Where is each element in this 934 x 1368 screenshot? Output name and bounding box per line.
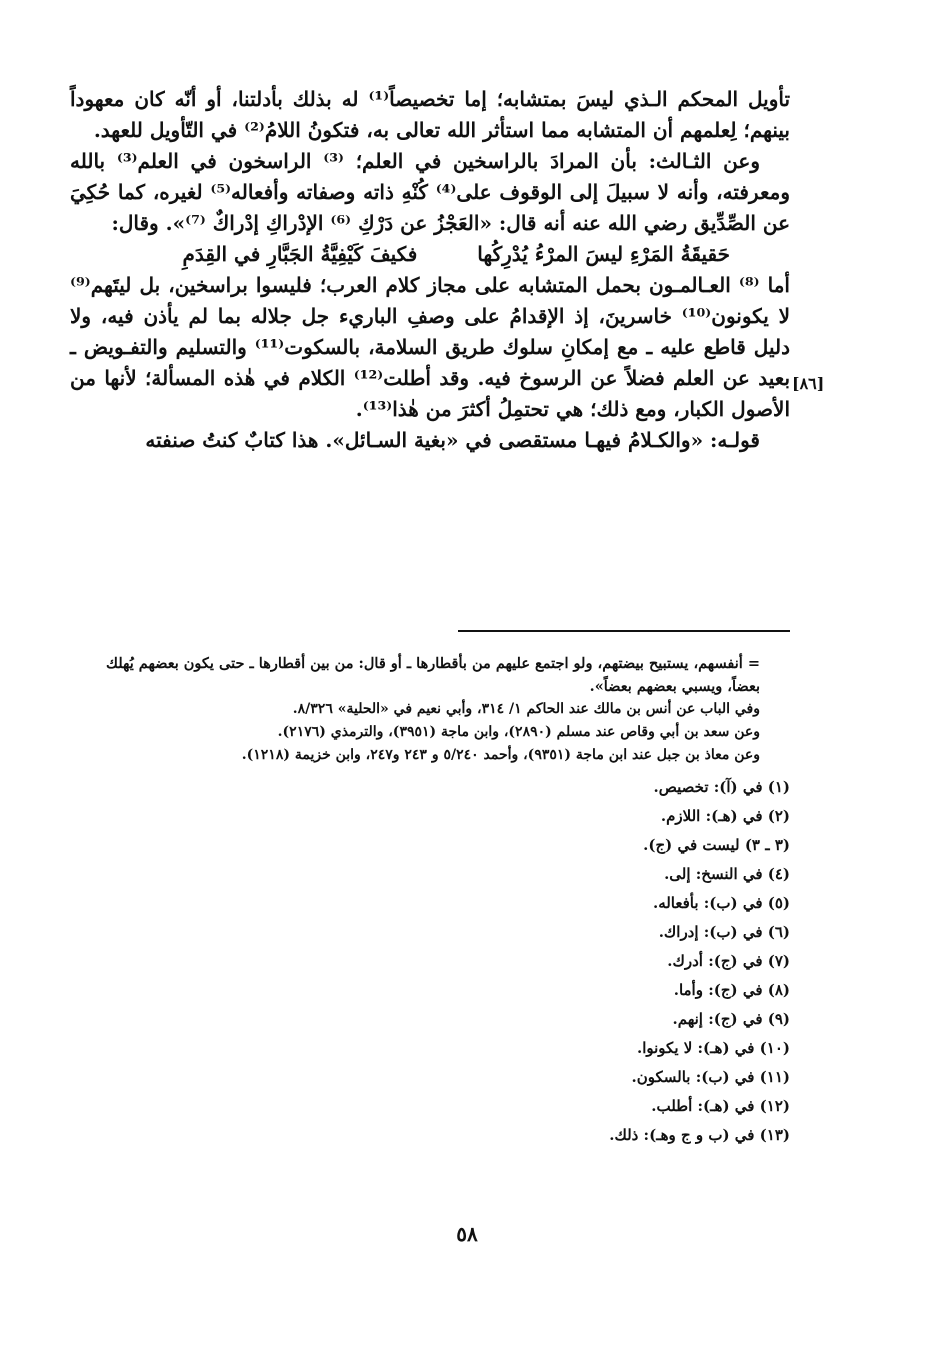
footnote-item: (٥) في (ب): بأفعاله. <box>652 894 790 912</box>
footnotes-area <box>76 652 790 1150</box>
poetry-verse <box>70 239 790 270</box>
footnote-item: (٣ ـ ٣) ليست في (ج). <box>643 836 790 854</box>
footnote-source-1: وفي الباب عن أنس بن مالك عند الحاكم ١/ ٣١٤، وأبي نعيم في «الحلية» ٨/٣٢٦. <box>292 701 760 717</box>
footnote-item: (٩) في (ج): إنهم. <box>672 1010 790 1028</box>
margin-section-number: [٨٦] <box>792 374 825 393</box>
verse-second-hemistich: فكيفَ كَيْفِيَّةُ الجَبَّارِ في القِدَمِ <box>182 242 418 266</box>
footnote-divider <box>458 630 790 632</box>
footnote-continuation: = أنفسهم، يستبيح بيضتهم، ولو اجتمع عليهم من بأقطارها ـ أو قال: من بين أقطارها ـ حتى يكون بعضهم يُهلك بعضاً، ويسبي بعضهم بعضاً». <box>106 655 760 695</box>
footnote-item: (٤) في النسخ: إلى. <box>664 865 790 883</box>
verse-first-hemistich: حَقيقَةُ المَرْءِ ليسَ المرْءُ يُدْرِكُها <box>477 242 730 266</box>
footnote-item: (١٣) في (ب و ج وهـ): ذلك. <box>609 1126 790 1144</box>
footnote-item: (٢) في (هـ): اللازم. <box>660 807 790 825</box>
main-text <box>70 84 790 456</box>
paragraph-1: تأويل المحكم الـذي ليسَ بمتشابه؛ إما تخصيصاً⁽¹⁾ له بذلك بأدلتنا، أو أنّه كان معهوداً بينهم؛ لِعلمهم أن المتشابه مما استأثر الله تعالى به، فتكونُ اللامُ⁽²⁾ في التّأويل للعهد. <box>70 87 791 142</box>
paragraph-3: أما ⁽⁸⁾ العـالمـون بحمل المتشابه على مجاز كلام العرب؛ فليسوا براسخين، بل ليتَهم⁽⁹⁾ لا يكونون⁽¹⁰⁾ خاسرينَ، إذ الإقدامُ على وصفِ الباريء جل جلاله بما لم يأذن فيه، ولا دليل قاطع عليه ـ مع إمكانِ سلوك طريق السلامة، بالسكوت⁽¹¹⁾ والتسليم والتفـويض ـ بعيد عن العلم فضلاً عن الرسوخ فيه. وقد أطلت⁽¹²⁾ الكلام في هٰذه المسألة؛ لأنها من الأصول الكبار، ومع ذلك؛ هي تحتمِلُ أكثرَ من هٰذا⁽¹³⁾. <box>70 273 791 421</box>
footnote-item: (١٠) في (هـ): لا يكونوا. <box>636 1039 790 1057</box>
page-number: ٥٨ <box>456 1222 478 1246</box>
footnote-item: (١٢) في (هـ): أطلب. <box>651 1097 790 1115</box>
footnote-source-3: وعن معاذ بن جبل عند ابن ماجة (٩٣٥١)، وأحمد ٥/٢٤٠ و ٢٤٣ و٢٤٧، وابن خزيمة (١٢١٨). <box>241 747 760 763</box>
footnote-source-2: وعن سعد بن أبي وقاص عند مسلم (٢٨٩٠)، وابن ماجة (٣٩٥١)، والترمذي (٢١٧٦). <box>277 724 760 740</box>
footnote-item: (٨) في (ج): وأما. <box>673 981 790 999</box>
footnote-list <box>76 773 790 1150</box>
paragraph-2: وعن الثـالث: بأن المرادَ بالراسخين في العلم؛ ⁽³⁾ الراسخون في العلم⁽³⁾ بالله ومعرفته، وأنه لا سبيلَ إلى الوقوف على⁽⁴⁾ كُنْهِ ذاته وصفاته وأفعاله⁽⁵⁾ لغيره، كما حُكِيَ عن الصِّدِّيق رضي الله عنه أنه قال: «العَجْزُ عن دَرْكِ ⁽⁶⁾ الإدْراكِ إدْراكٌ ⁽⁷⁾». وقال: <box>70 149 790 235</box>
footnote-item: (٦) في (ب): إدراك. <box>658 923 790 941</box>
footnote-item: (١١) في (ب): بالسكون. <box>631 1068 790 1086</box>
paragraph-4: قولـه: «والكـلامُ فيهـا مستقصى في «بغية السـائل». هذا كتابٌ كنتُ صنفته <box>145 428 760 452</box>
footnote-item: (١) في (آ): تخصيص. <box>653 778 790 796</box>
footnote-item: (٧) في (ج): أدرك. <box>667 952 790 970</box>
